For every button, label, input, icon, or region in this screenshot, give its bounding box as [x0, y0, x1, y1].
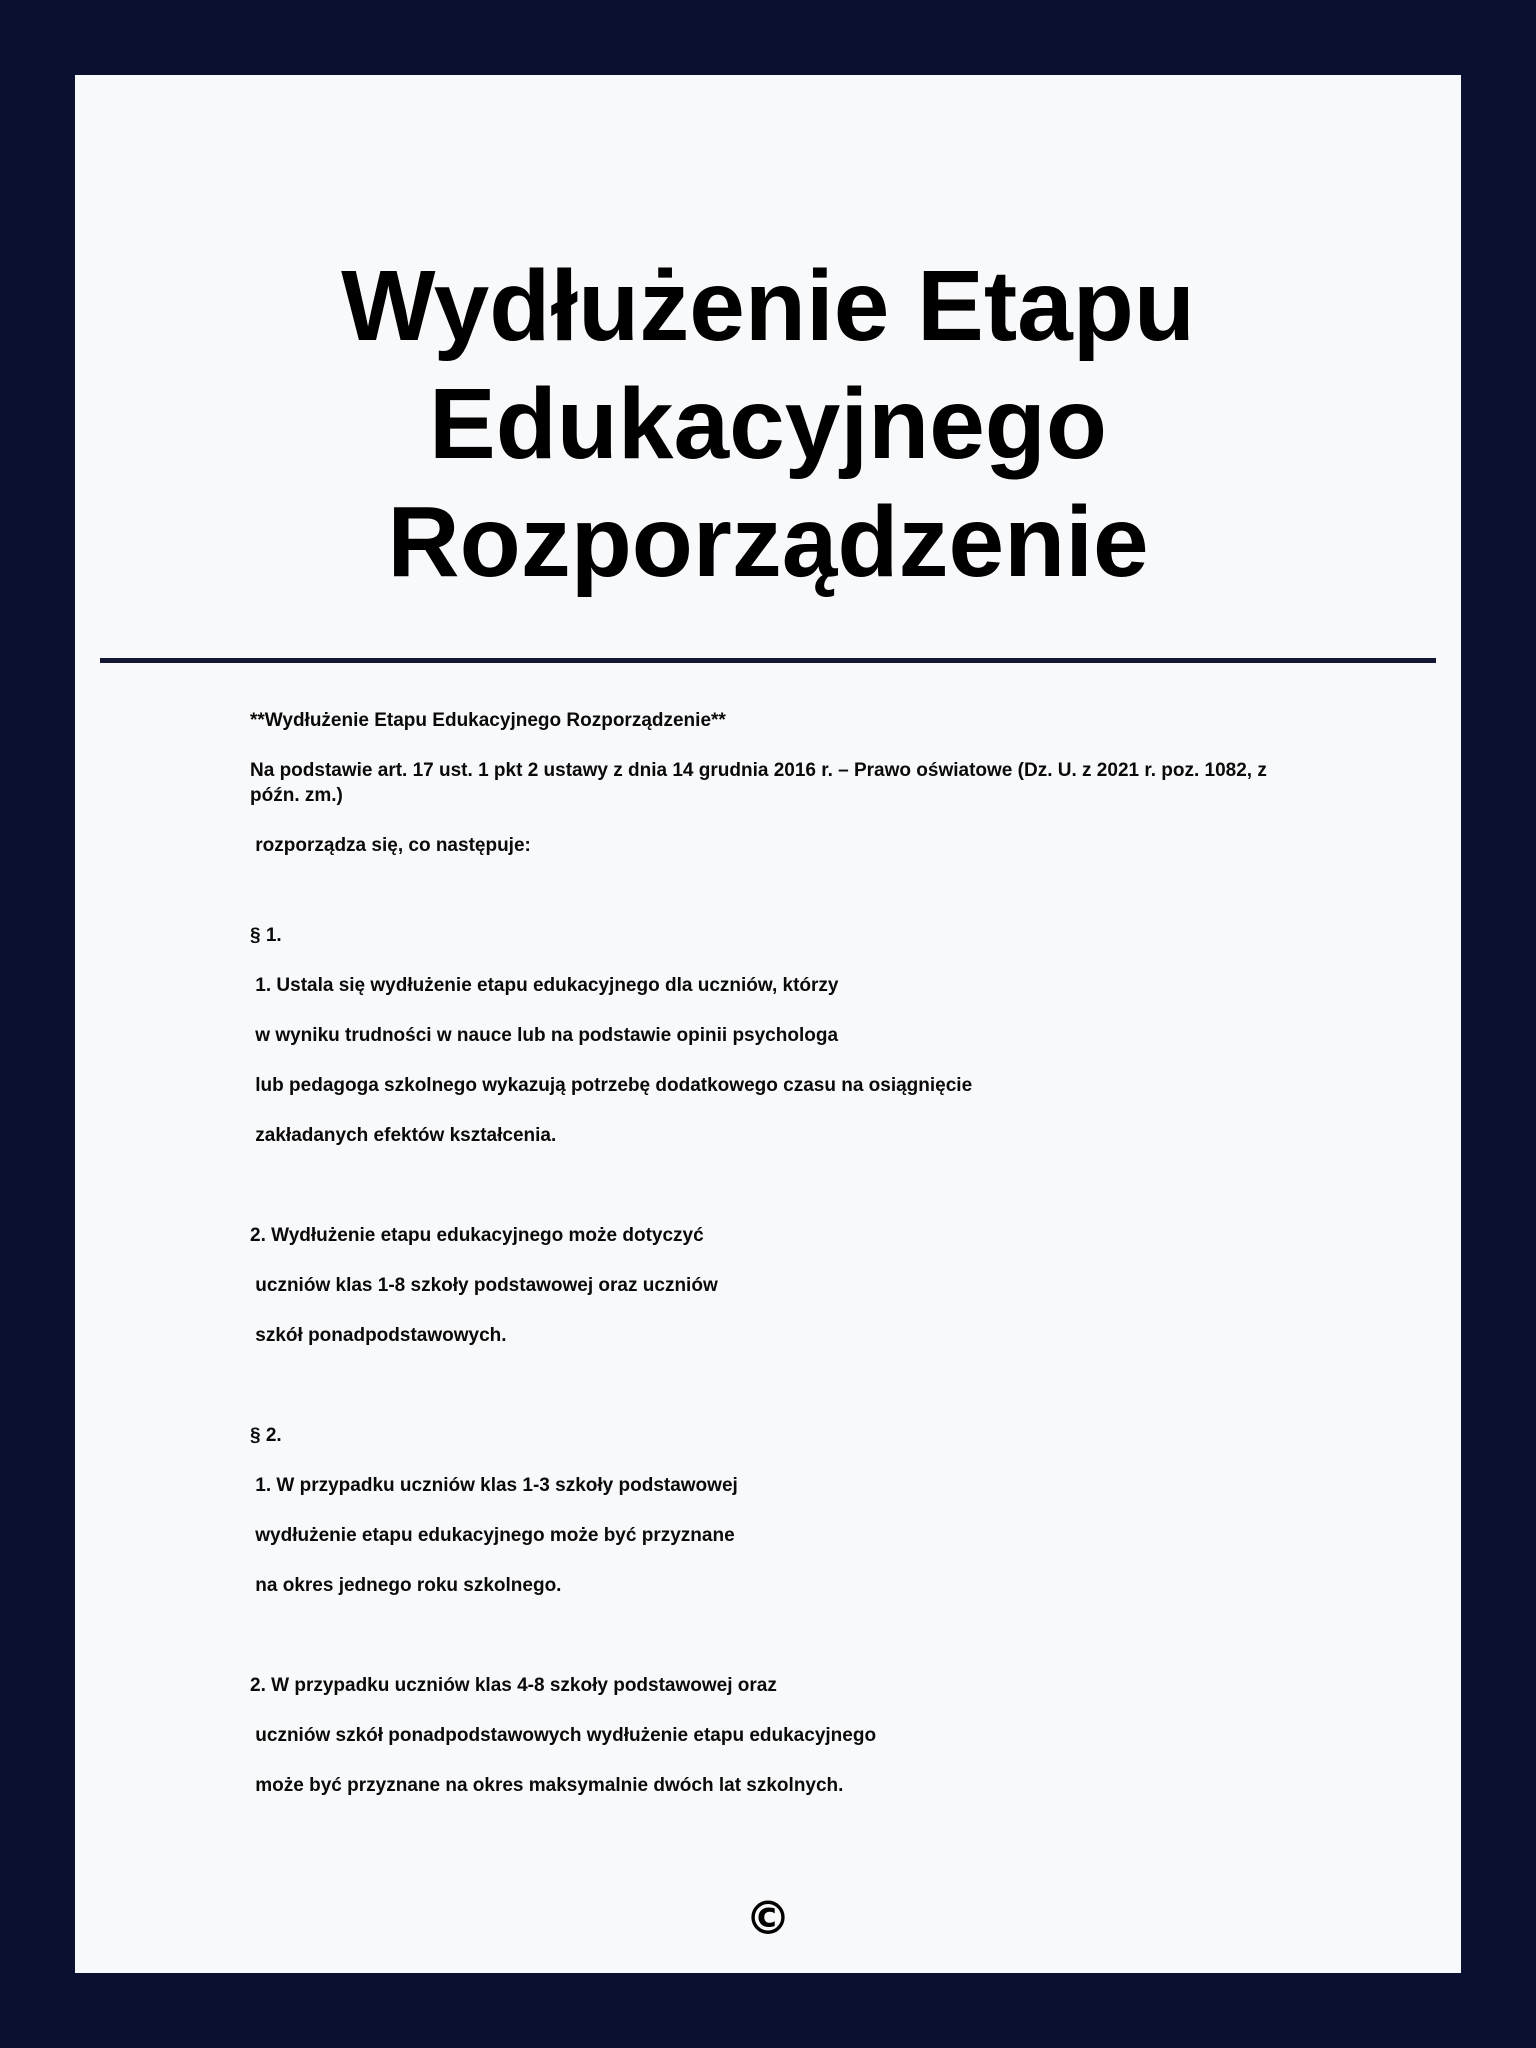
section-1-item-2-line: szkół ponadpodstawowych.	[250, 1325, 507, 1346]
title-line-2: Edukacyjnego	[429, 368, 1107, 480]
title-line-3: Rozporządzenie	[387, 486, 1149, 598]
title-line-1: Wydłużenie Etapu	[341, 250, 1195, 362]
section-1-mark: § 1.	[250, 925, 282, 946]
section-1-item-1-line: zakładanych efektów kształcenia.	[250, 1125, 557, 1146]
section-2-item-1-line: 1. W przypadku uczniów klas 1-3 szkoły podstawowej	[250, 1475, 738, 1496]
section-2-mark: § 2.	[250, 1425, 282, 1446]
section-2-item-2-line: 2. W przypadku uczniów klas 4-8 szkoły podstawowej oraz	[250, 1675, 777, 1696]
section-1-item-1-line: w wyniku trudności w nauce lub na podstawie opinii psychologa	[250, 1025, 839, 1046]
title-divider	[100, 658, 1436, 663]
document-page	[75, 75, 1461, 1973]
section-1-item-1-line: 1. Ustala się wydłużenie etapu edukacyjnego dla uczniów, którzy	[250, 975, 839, 996]
body-heading: **Wydłużenie Etapu Edukacyjnego Rozporządzenie**	[250, 710, 726, 731]
legal-basis: Na podstawie art. 17 ust. 1 pkt 2 ustawy z dnia 14 grudnia 2016 r. – Prawo oświatowe (Dz. U. z 2021 r. poz. 1082, z późn. zm.)	[250, 760, 1273, 806]
copyright-icon: ©	[745, 1891, 791, 1945]
document-body	[250, 708, 1310, 1798]
section-1-item-2-line: uczniów klas 1-8 szkoły podstawowej oraz uczniów	[250, 1275, 718, 1296]
section-2-item-1-line: wydłużenie etapu edukacyjnego może być przyznane	[250, 1525, 735, 1546]
decree-statement: rozporządza się, co następuje:	[250, 835, 531, 856]
section-2-item-2-line: może być przyznane na okres maksymalnie dwóch lat szkolnych.	[250, 1775, 844, 1796]
section-2-item-2-line: uczniów szkół ponadpodstawowych wydłużenie etapu edukacyjnego	[250, 1725, 877, 1746]
section-1-item-1-line: lub pedagoga szkolnego wykazują potrzebę dodatkowego czasu na osiągnięcie	[250, 1075, 973, 1096]
document-title	[75, 247, 1461, 601]
section-2-item-1-line: na okres jednego roku szkolnego.	[250, 1575, 562, 1596]
section-1-item-2-line: 2. Wydłużenie etapu edukacyjnego może dotyczyć	[250, 1225, 704, 1246]
